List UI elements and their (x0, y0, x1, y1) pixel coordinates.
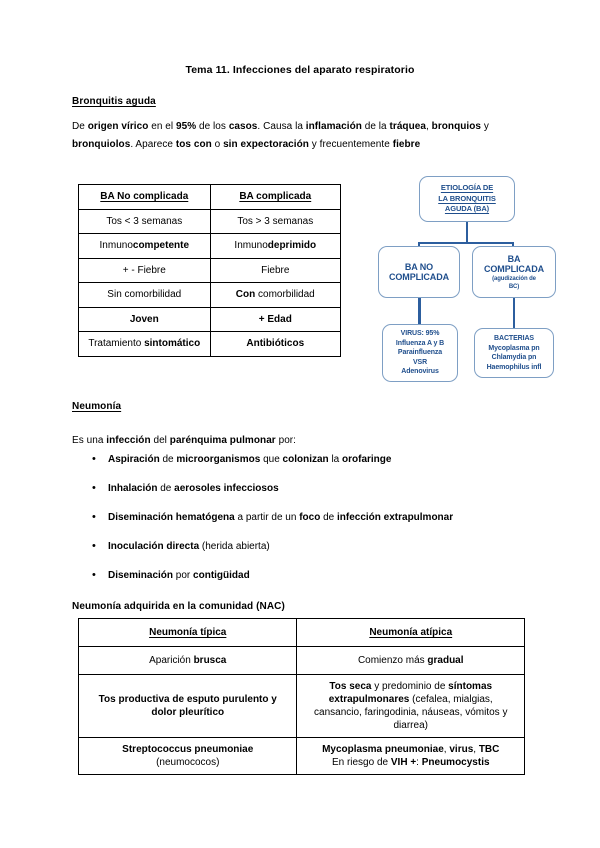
neumonia-intro: Es una infección del parénquima pulmonar por: (72, 435, 297, 446)
cell-left: Joven (79, 307, 211, 332)
table-row (79, 647, 525, 675)
bronquitis-paragraph: De origen vírico en el 95% de los casos. Causa la inflamación de la tráquea, bronquios y bronquiolos. Aparece tos con o sin expectoración y frecuentemente fiebre (72, 121, 489, 150)
cell-left: Tos < 3 semanas (79, 209, 211, 234)
table-nac-comparison (78, 618, 525, 775)
cell-right: Con comorbilidad (210, 283, 340, 308)
cell-right: Antibióticos (210, 332, 340, 357)
table-row (79, 738, 525, 775)
connector-horizontal-bar (418, 242, 514, 244)
connector-to-bacterias (513, 298, 515, 329)
cell-left: Tos productiva de esputo purulento y dolor pleurítico (79, 675, 297, 738)
virus-line-4: VSR (412, 358, 428, 366)
cell-right: Fiebre (210, 258, 340, 283)
cell-right: Tos seca y predominio de síntomas extrapulmonares (cefalea, mialgias, cansancio, faringodinia, náuseas, vómitos y diarrea) (297, 675, 525, 738)
diagram-title-line-1: ETIOLOGÍA DE (440, 183, 494, 193)
cell-right: Tos > 3 semanas (210, 209, 340, 234)
diagram-title-line-3: AGUDA (BA) (444, 204, 490, 214)
column-header-complicada: BA complicada (210, 185, 340, 210)
connector-title-stem (466, 222, 468, 244)
bacterias-line-1: BACTERIAS (494, 335, 534, 342)
cell-left: Inmunocompetente (79, 234, 211, 259)
bacterias-line-2: Mycoplasma pn (488, 344, 540, 352)
connector-to-virus (418, 298, 421, 325)
column-header-no-complicada: BA No complicada (79, 185, 211, 210)
cell-right: Comienzo más gradual (297, 647, 525, 675)
table-row (79, 209, 341, 234)
node-sub-line-2: BC) (508, 283, 520, 290)
virus-line-5: Adenovirus (401, 368, 439, 376)
virus-line-3: Parainfluenza (397, 349, 443, 357)
diagram-node-ba-complicada (472, 246, 556, 298)
table-row (79, 332, 341, 357)
table-row (79, 675, 525, 738)
cell-left: Streptococcus pneumoniae (neumococos) (79, 738, 297, 775)
cell-left: Aparición brusca (79, 647, 297, 675)
etiology-diagram (374, 176, 560, 388)
heading-neumonia: Neumonía (72, 401, 122, 412)
column-header-atipica: Neumonía atípica (297, 619, 525, 647)
heading-nac: Neumonía adquirida en la comunidad (NAC) (72, 601, 285, 612)
heading-bronquitis-aguda: Bronquitis aguda (72, 96, 156, 107)
diagram-title-line-2: LA BRONQUITIS (438, 193, 496, 203)
neumonia-mechanism-list (72, 453, 532, 598)
list-item: • Inoculación directa (herida abierta) (72, 540, 532, 554)
node-line-1: BA (507, 253, 521, 264)
cell-left: Tratamiento sintomático (79, 332, 211, 357)
table-row (79, 307, 341, 332)
cell-right: Inmunodeprimido (210, 234, 340, 259)
table-row (79, 283, 341, 308)
diagram-node-bacterias (474, 328, 554, 378)
table-row (79, 258, 341, 283)
column-header-tipica: Neumonía típica (79, 619, 297, 647)
list-item: • Diseminación hematógena a partir de un foco de infección extrapulmonar (72, 511, 532, 525)
cell-left: + - Fiebre (79, 258, 211, 283)
bacterias-line-3: Chlamydia pn (491, 354, 537, 361)
list-item: • Inhalación de aerosoles infecciosos (72, 482, 532, 496)
table-header-row (79, 185, 341, 210)
page-title: Tema 11. Infecciones del aparato respiratorio (185, 64, 415, 76)
table-body (79, 619, 525, 775)
list-item: • Diseminación por contigüidad (72, 569, 532, 583)
node-line-2: COMPLICADA (484, 264, 544, 274)
table-row (79, 234, 341, 259)
virus-line-2: Influenza A y B (395, 339, 445, 347)
table-bronquitis-comparison (78, 184, 341, 357)
node-sub-line-1: (agudización de (492, 275, 536, 282)
diagram-node-virus (382, 324, 458, 382)
diagram-node-etiologia (419, 176, 515, 222)
diagram-node-ba-no-complicada (378, 246, 460, 298)
list-item: • Aspiración de microorganismos que colonizan la orofaringe (72, 453, 532, 467)
cell-right: + Edad (210, 307, 340, 332)
bacterias-line-4: Haemophilus infl (486, 363, 542, 371)
cell-right: Mycoplasma pneumoniae, virus, TBC En riesgo de VIH +: Pneumocystis (297, 738, 525, 775)
table-header-row (79, 619, 525, 647)
table-body (79, 185, 341, 357)
virus-line-1: VIRUS: 95% (400, 330, 440, 338)
cell-left: Sin comorbilidad (79, 283, 211, 308)
node-line-2: COMPLICADA (389, 272, 449, 282)
node-line-1: BA NO (404, 261, 434, 272)
